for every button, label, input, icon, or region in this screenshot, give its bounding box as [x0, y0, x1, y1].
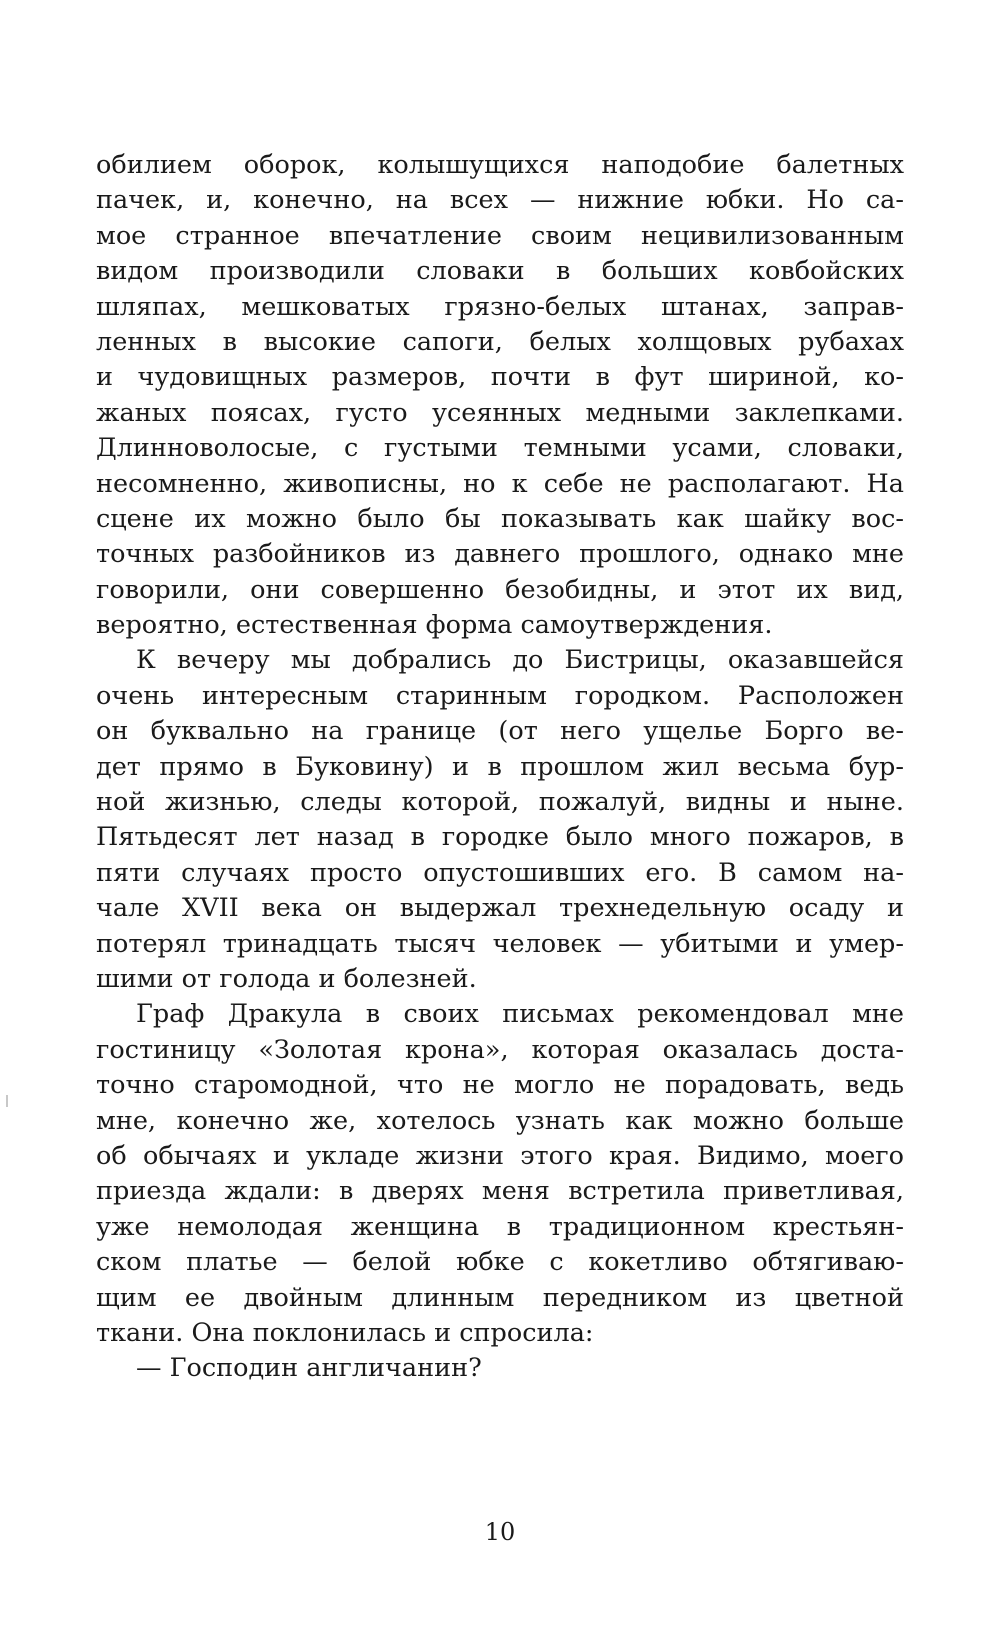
text-line: потерял тринадцать тысяч человек — убитыми и умер- — [96, 928, 904, 959]
text-line: очень интересным старинным городком. Расположен — [96, 680, 904, 711]
dialogue-line: — Господин англичанин? — [136, 1353, 482, 1384]
text-line: сцене их можно было бы показывать как шайку вос- — [96, 503, 904, 534]
text-line: ной жизнью, следы которой, пожалуй, видны и ныне. — [96, 787, 904, 818]
text-line: приезда ждали: в дверях меня встретила приветливая, — [96, 1176, 904, 1207]
text-line: шими от голода и болезней. — [96, 963, 477, 994]
body-text — [96, 148, 904, 1387]
text-line: шляпах, мешковатых грязно-белых штанах, заправ- — [96, 291, 904, 322]
text-line: К вечеру мы добрались до Бистрицы, оказавшейся — [136, 645, 904, 676]
text-line: обилием оборок, колышущихся наподобие балетных — [96, 150, 904, 180]
text-line: точных разбойников из давнего прошлого, однако мне — [96, 539, 904, 570]
text-line: пачек, и, конечно, на всех — нижние юбки. Но са- — [96, 185, 904, 216]
text-line: ткани. Она поклонилась и спросила: — [96, 1317, 594, 1348]
text-line: чале XVII века он выдержал трехнедельную осаду и — [96, 893, 904, 924]
text-line: и чудовищных размеров, почти в фут шириной, ко- — [96, 362, 904, 393]
text-line: пяти случаях просто опустошивших его. В самом на- — [96, 857, 904, 888]
text-line: Длинноволосые, с густыми темными усами, словаки, — [96, 433, 904, 464]
text-line: мне, конечно же, хотелось узнать как можно больше — [96, 1105, 904, 1136]
text-line: Граф Дракула в своих письмах рекомендовал мне — [136, 999, 904, 1030]
text-line: щим ее двойным длинным передником из цветной — [96, 1282, 904, 1313]
text-line: Пятьдесят лет назад в городке было много пожаров, в — [96, 822, 904, 853]
text-line: об обычаях и укладе жизни этого края. Видимо, моего — [96, 1140, 904, 1171]
text-line: видом производили словаки в больших ковбойских — [96, 256, 904, 287]
text-line: ском платье — белой юбке с кокетливо обтягиваю- — [96, 1247, 904, 1278]
scan-speck — [6, 1095, 8, 1107]
page-number: 10 — [484, 1518, 516, 1546]
text-line: мое странное впечатление своим нецивилизованным — [96, 220, 904, 251]
text-line: уже немолодая женщина в традиционном крестьян- — [96, 1211, 904, 1242]
text-line: гостиницу «Золотая крона», которая оказалась доста- — [96, 1034, 904, 1065]
text-line: жаных поясах, густо усеянных медными заклепками. — [96, 397, 904, 428]
text-line: говорили, они совершенно безобидны, и этот их вид, — [96, 574, 904, 605]
text-line: дет прямо в Буковину) и в прошлом жил весьма бур- — [96, 751, 904, 782]
text-line: вероятно, естественная форма самоутверждения. — [96, 610, 773, 641]
text-line: он буквально на границе (от него ущелье Борго ве- — [96, 716, 904, 747]
text-line: ленных в высокие сапоги, белых холщовых рубахах — [96, 326, 904, 357]
text-line: несомненно, живописны, но к себе не располагают. На — [96, 468, 904, 499]
text-line: точно старомодной, что не могло не порадовать, ведь — [96, 1070, 904, 1101]
